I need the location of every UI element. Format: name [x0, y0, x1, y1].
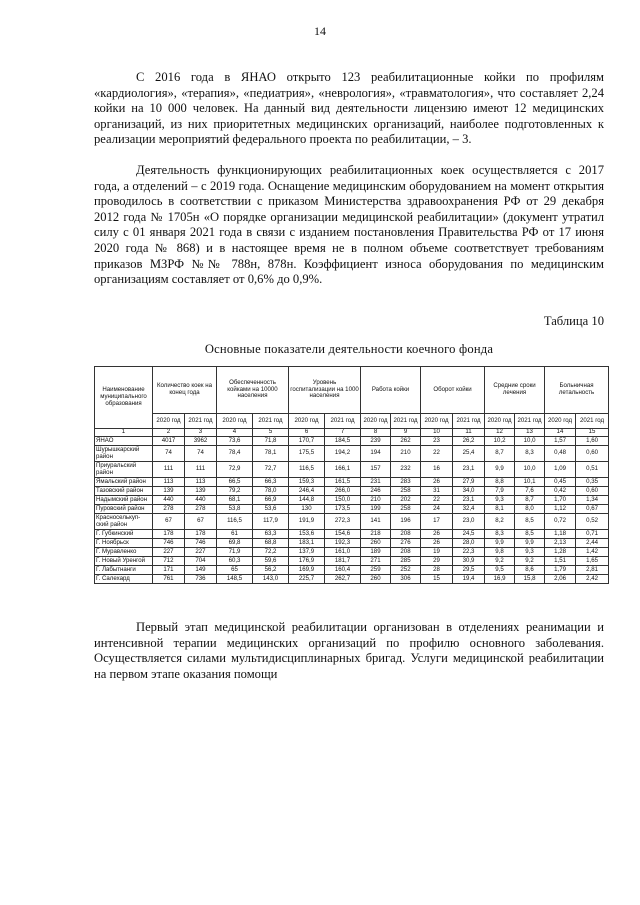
table-cell: 23,0 — [453, 514, 485, 530]
table-cell: 0,52 — [576, 514, 609, 530]
table-cell: 153,6 — [289, 530, 325, 539]
row-name: Г. Лабытнанги — [95, 566, 153, 575]
table-cell: 10,0 — [515, 437, 545, 446]
table-cell: 53,6 — [253, 505, 289, 514]
table-cell: 2,44 — [576, 539, 609, 548]
table-cell: 22 — [421, 446, 453, 462]
table-cell: 194,2 — [325, 446, 361, 462]
table-cell: 71,9 — [217, 548, 253, 557]
table-cell: 9,2 — [515, 557, 545, 566]
table-cell: 150,0 — [325, 496, 361, 505]
table-cell: 210 — [391, 446, 421, 462]
table-cell: 202 — [391, 496, 421, 505]
table-cell: 260 — [361, 539, 391, 548]
table-cell: 175,5 — [289, 446, 325, 462]
table-cell: 111 — [185, 462, 217, 478]
table-row — [95, 446, 609, 462]
row-name: Г. Новый Уренгой — [95, 557, 153, 566]
paragraph-equipment — [94, 163, 604, 288]
table-cell: 113 — [185, 478, 217, 487]
table-cell: 266,0 — [325, 487, 361, 496]
table-cell: 29 — [421, 557, 453, 566]
table-row — [95, 557, 609, 566]
row-name: Шурышкарский район — [95, 446, 153, 462]
header-beds-count: Количество коек на конец года — [153, 367, 217, 414]
column-number: 6 — [289, 429, 325, 437]
column-number: 4 — [217, 429, 253, 437]
table-cell: 19,4 — [453, 575, 485, 584]
table-cell: 10,2 — [485, 437, 515, 446]
table-cell: 8,3 — [515, 446, 545, 462]
page-number: 14 — [314, 24, 326, 38]
table-cell: 210 — [361, 496, 391, 505]
table-cell: 8,0 — [515, 505, 545, 514]
table-cell: 141 — [361, 514, 391, 530]
table-cell: 1,42 — [576, 548, 609, 557]
table-cell: 8,7 — [515, 496, 545, 505]
table-cell: 1,34 — [576, 496, 609, 505]
paragraph-text: Деятельность функционирующих реабилитационных коек осуществляется с 2017 года, а отделений – с 2019 года. Оснащение медицинским оборудованием на момент открытия проводилось в соответствии с приказом Министерства здравоохранения РФ от 29 декабря 2012 года № 1705н «О порядке организации медицинской реабилитации» (документ утратил силу с 01 января 2021 года в связи с изданием постановления Правительства РФ от 17 июня 2020 года № 868) и в настоящее время не в полном объеме соответствует требованиям приказов МЗРФ №№ 788н, 878н. Коэффициент износа оборудования по медицинским организациям составляет от 0,6% до 0,9%. — [94, 163, 604, 287]
table-cell: 23,1 — [453, 462, 485, 478]
column-number: 9 — [391, 429, 421, 437]
column-number: 2 — [153, 429, 185, 437]
row-name: Пуровский район — [95, 505, 153, 514]
table-cell: 161,0 — [325, 548, 361, 557]
table-cell: 72,2 — [253, 548, 289, 557]
header-avg-treatment: Средние сроки лечения — [485, 367, 545, 414]
table-cell: 137,9 — [289, 548, 325, 557]
table-cell: 1,51 — [545, 557, 576, 566]
year-2021: 2021 год — [325, 414, 361, 429]
table-cell: 169,9 — [289, 566, 325, 575]
year-2021: 2021 год — [515, 414, 545, 429]
table-cell: 440 — [153, 496, 185, 505]
table-cell: 8,3 — [485, 530, 515, 539]
table-cell: 78,4 — [217, 446, 253, 462]
row-name: ЯНАО — [95, 437, 153, 446]
column-number: 8 — [361, 429, 391, 437]
table-cell: 59,6 — [253, 557, 289, 566]
row-name: Г. Муравленко — [95, 548, 153, 557]
table-cell: 173,5 — [325, 505, 361, 514]
table-cell: 117,9 — [253, 514, 289, 530]
table-cell: 8,1 — [485, 505, 515, 514]
table-cell: 9,5 — [485, 566, 515, 575]
column-number: 7 — [325, 429, 361, 437]
year-2020: 2020 год — [289, 414, 325, 429]
table-cell: 4017 — [153, 437, 185, 446]
table-cell: 30,9 — [453, 557, 485, 566]
table-cell: 194 — [361, 446, 391, 462]
table-cell: 183,1 — [289, 539, 325, 548]
year-2020: 2020 год — [361, 414, 391, 429]
table-cell: 1,70 — [545, 496, 576, 505]
table-cell: 0,48 — [545, 446, 576, 462]
table-cell: 24 — [421, 505, 453, 514]
column-number: 14 — [545, 429, 576, 437]
table-cell: 191,9 — [289, 514, 325, 530]
table-cell: 25,4 — [453, 446, 485, 462]
table-cell: 239 — [361, 437, 391, 446]
table-cell: 23,1 — [453, 496, 485, 505]
table-cell: 278 — [153, 505, 185, 514]
row-name: Г. Ноябрьск — [95, 539, 153, 548]
table-cell: 19 — [421, 548, 453, 557]
table-cell: 8,5 — [515, 514, 545, 530]
table-cell: 176,9 — [289, 557, 325, 566]
table-cell: 69,8 — [217, 539, 253, 548]
table-cell: 0,71 — [576, 530, 609, 539]
table-cell: 71,8 — [253, 437, 289, 446]
table-cell: 28,0 — [453, 539, 485, 548]
header-bed-turnover: Оборот койки — [421, 367, 485, 414]
table-cell: 3962 — [185, 437, 217, 446]
table-cell: 8,2 — [485, 514, 515, 530]
year-2021: 2021 год — [253, 414, 289, 429]
table-cell: 148,5 — [217, 575, 253, 584]
table-cell: 2,13 — [545, 539, 576, 548]
table-cell: 746 — [185, 539, 217, 548]
table-label: Таблица 10 — [543, 314, 604, 328]
table-cell: 22 — [421, 496, 453, 505]
table-cell: 178 — [185, 530, 217, 539]
table-cell: 9,9 — [485, 462, 515, 478]
year-2021: 2021 год — [453, 414, 485, 429]
table-cell: 111 — [153, 462, 185, 478]
table-cell: 0,51 — [576, 462, 609, 478]
table-cell: 192,3 — [325, 539, 361, 548]
table-cell: 65 — [217, 566, 253, 575]
year-2020: 2020 год — [485, 414, 515, 429]
table-cell: 1,65 — [576, 557, 609, 566]
table-cell: 1,18 — [545, 530, 576, 539]
table-title: Основные показатели деятельности коечного фонда — [204, 342, 494, 356]
table-cell: 306 — [391, 575, 421, 584]
table-cell: 15 — [421, 575, 453, 584]
row-name: Красноселькуп-ский район — [95, 514, 153, 530]
table-cell: 246 — [361, 487, 391, 496]
table-cell: 258 — [391, 487, 421, 496]
table-cell: 72,7 — [253, 462, 289, 478]
table-cell: 271 — [361, 557, 391, 566]
table-cell: 139 — [153, 487, 185, 496]
table-cell: 259 — [361, 566, 391, 575]
table-cell: 712 — [153, 557, 185, 566]
table-cell: 227 — [185, 548, 217, 557]
table-cell: 189 — [361, 548, 391, 557]
table-cell: 8,8 — [485, 478, 515, 487]
table-cell: 24,5 — [453, 530, 485, 539]
table-cell: 8,5 — [515, 530, 545, 539]
table-row — [95, 514, 609, 530]
table-row — [95, 496, 609, 505]
table-cell: 9,9 — [485, 539, 515, 548]
table-cell: 157 — [361, 462, 391, 478]
table-cell: 116,5 — [217, 514, 253, 530]
table-cell: 0,67 — [576, 505, 609, 514]
table-cell: 10,0 — [515, 462, 545, 478]
table-cell: 66,5 — [217, 478, 253, 487]
column-number: 13 — [515, 429, 545, 437]
table-cell: 704 — [185, 557, 217, 566]
table-cell: 1,79 — [545, 566, 576, 575]
table-cell: 79,2 — [217, 487, 253, 496]
header-bed-work: Работа койки — [361, 367, 421, 414]
table-cell: 9,9 — [515, 539, 545, 548]
row-name: Ямальский район — [95, 478, 153, 487]
row-name: Г. Губкинский — [95, 530, 153, 539]
table-cell: 178 — [153, 530, 185, 539]
header-mortality: Больничная летальность — [545, 367, 609, 414]
table-cell: 74 — [153, 446, 185, 462]
table-cell: 9,3 — [515, 548, 545, 557]
column-number: 3 — [185, 429, 217, 437]
table-cell: 7,9 — [485, 487, 515, 496]
table-cell: 196 — [391, 514, 421, 530]
table-cell: 143,0 — [253, 575, 289, 584]
table-cell: 159,3 — [289, 478, 325, 487]
table-cell: 16 — [421, 462, 453, 478]
table-cell: 1,60 — [576, 437, 609, 446]
paragraph-beds-2016 — [94, 70, 604, 148]
table-cell: 1,57 — [545, 437, 576, 446]
table-cell: 66,9 — [253, 496, 289, 505]
table-cell: 15,8 — [515, 575, 545, 584]
table-cell: 262,7 — [325, 575, 361, 584]
column-numbers-row — [95, 429, 609, 437]
table-cell: 28 — [421, 566, 453, 575]
table-row — [95, 505, 609, 514]
paragraph-text: Первый этап медицинской реабилитации организован в отделениях реанимации и интенсивной терапии медицинских организаций по профилю основного заболевания. Осуществляется силами мультидисциплинарных бригад. Услуги медицинской реабилитации на первом этапе оказания помощи — [94, 620, 604, 681]
table-cell: 2,06 — [545, 575, 576, 584]
header-name: Наименование муниципального образования — [95, 367, 153, 429]
column-number: 11 — [453, 429, 485, 437]
table-cell: 170,7 — [289, 437, 325, 446]
table-cell: 2,81 — [576, 566, 609, 575]
table-cell: 440 — [185, 496, 217, 505]
table-cell: 74 — [185, 446, 217, 462]
table-cell: 60,3 — [217, 557, 253, 566]
table-cell: 199 — [361, 505, 391, 514]
table-cell: 258 — [391, 505, 421, 514]
table-cell: 0,72 — [545, 514, 576, 530]
table-cell: 149 — [185, 566, 217, 575]
table-cell: 171 — [153, 566, 185, 575]
table-cell: 130 — [289, 505, 325, 514]
column-number: 10 — [421, 429, 453, 437]
table-cell: 16,9 — [485, 575, 515, 584]
table-cell: 17 — [421, 514, 453, 530]
table-row — [95, 566, 609, 575]
table-cell: 8,7 — [485, 446, 515, 462]
table-cell: 0,35 — [576, 478, 609, 487]
table-cell: 736 — [185, 575, 217, 584]
table-cell: 231 — [361, 478, 391, 487]
table-cell: 208 — [391, 548, 421, 557]
paragraph-first-stage — [94, 620, 604, 682]
table-cell: 184,5 — [325, 437, 361, 446]
table-cell: 160,4 — [325, 566, 361, 575]
table-row — [95, 530, 609, 539]
table-cell: 9,8 — [485, 548, 515, 557]
table-cell: 23 — [421, 437, 453, 446]
table-cell: 34,0 — [453, 487, 485, 496]
year-2020: 2020 год — [545, 414, 576, 429]
table-row — [95, 548, 609, 557]
table-cell: 225,7 — [289, 575, 325, 584]
table-cell: 1,28 — [545, 548, 576, 557]
table-cell: 78,0 — [253, 487, 289, 496]
table-cell: 67 — [185, 514, 217, 530]
year-2021: 2021 год — [391, 414, 421, 429]
table-cell: 72,9 — [217, 462, 253, 478]
table-cell: 761 — [153, 575, 185, 584]
table-cell: 53,8 — [217, 505, 253, 514]
header-bed-provision: Обеспеченность койками на 10000 населения — [217, 367, 289, 414]
table-row — [95, 487, 609, 496]
year-2021: 2021 год — [576, 414, 609, 429]
table-cell: 8,6 — [515, 566, 545, 575]
year-2021: 2021 год — [185, 414, 217, 429]
table-cell: 272,3 — [325, 514, 361, 530]
table-cell: 278 — [185, 505, 217, 514]
table-cell: 78,1 — [253, 446, 289, 462]
table-cell: 218 — [361, 530, 391, 539]
table-cell: 116,5 — [289, 462, 325, 478]
table-cell: 32,4 — [453, 505, 485, 514]
table-cell: 0,42 — [545, 487, 576, 496]
table-cell: 9,3 — [485, 496, 515, 505]
table-cell: 0,60 — [576, 446, 609, 462]
table-body — [95, 437, 609, 584]
table-cell: 181,7 — [325, 557, 361, 566]
table-cell: 27,9 — [453, 478, 485, 487]
table-cell: 67 — [153, 514, 185, 530]
table-cell: 31 — [421, 487, 453, 496]
table-cell: 246,4 — [289, 487, 325, 496]
row-name: Тазовский район — [95, 487, 153, 496]
table-cell: 73,6 — [217, 437, 253, 446]
row-name: Приуральский район — [95, 462, 153, 478]
table-cell: 262 — [391, 437, 421, 446]
table-row — [95, 437, 609, 446]
table-cell: 68,1 — [217, 496, 253, 505]
year-2020: 2020 год — [217, 414, 253, 429]
table-cell: 139 — [185, 487, 217, 496]
table-cell: 252 — [391, 566, 421, 575]
table-cell: 0,60 — [576, 487, 609, 496]
table-cell: 276 — [391, 539, 421, 548]
bed-fund-table — [94, 366, 609, 584]
table-cell: 144,8 — [289, 496, 325, 505]
table-row — [95, 462, 609, 478]
column-number: 1 — [95, 429, 153, 437]
table-cell: 56,2 — [253, 566, 289, 575]
table-cell: 161,5 — [325, 478, 361, 487]
table-cell: 22,3 — [453, 548, 485, 557]
column-number: 5 — [253, 429, 289, 437]
table-cell: 26 — [421, 539, 453, 548]
table-cell: 1,09 — [545, 462, 576, 478]
table-cell: 7,6 — [515, 487, 545, 496]
table-cell: 66,3 — [253, 478, 289, 487]
table-cell: 63,3 — [253, 530, 289, 539]
table-cell: 1,12 — [545, 505, 576, 514]
table-cell: 283 — [391, 478, 421, 487]
table-cell: 2,42 — [576, 575, 609, 584]
table-cell: 26,2 — [453, 437, 485, 446]
paragraph-text: С 2016 года в ЯНАО открыто 123 реабилитационные койки по профилям «кардиология», «терапия», «педиатрия», «неврология», «травматология», что составляет 2,24 койки на 10 000 человек. На данный вид деятельности лицензию имеют 12 медицинских организаций, из них приоритетных медицинских организаций, наиболее подготовленных к реализации мероприятий федерального проекта по реабилитации, – 3. — [94, 70, 604, 147]
row-name: Г. Салехард — [95, 575, 153, 584]
column-number: 15 — [576, 429, 609, 437]
year-2020: 2020 год — [153, 414, 185, 429]
table-cell: 29,5 — [453, 566, 485, 575]
table-cell: 10,1 — [515, 478, 545, 487]
table-cell: 285 — [391, 557, 421, 566]
table-cell: 260 — [361, 575, 391, 584]
table-cell: 0,45 — [545, 478, 576, 487]
column-number: 12 — [485, 429, 515, 437]
table-cell: 68,8 — [253, 539, 289, 548]
table-cell: 9,2 — [485, 557, 515, 566]
table-row — [95, 539, 609, 548]
table-cell: 113 — [153, 478, 185, 487]
table-cell: 26 — [421, 530, 453, 539]
table-cell: 154,6 — [325, 530, 361, 539]
table-cell: 61 — [217, 530, 253, 539]
table-cell: 232 — [391, 462, 421, 478]
row-name: Надымский район — [95, 496, 153, 505]
table-row — [95, 575, 609, 584]
table-cell: 208 — [391, 530, 421, 539]
table-row — [95, 478, 609, 487]
table-cell: 227 — [153, 548, 185, 557]
table-cell: 746 — [153, 539, 185, 548]
year-2020: 2020 год — [421, 414, 453, 429]
header-hospitalization: Уровень госпитализации на 1000 населения — [289, 367, 361, 414]
table-cell: 26 — [421, 478, 453, 487]
table-cell: 166,1 — [325, 462, 361, 478]
